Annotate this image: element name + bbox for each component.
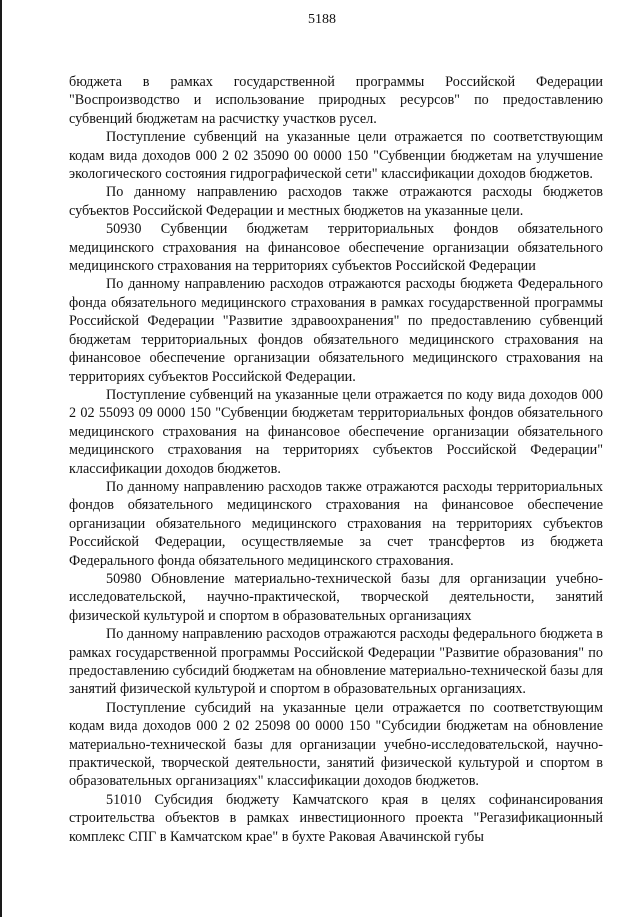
paragraph: По данному направлению расходов также отражаются расходы бюджетов субъектов Российской Федерации и местных бюджетов на указанные цели.	[69, 184, 603, 219]
paragraph: По данному направлению расходов отражаются расходы бюджета Федерального фонда обязательного медицинского страхования в рамках государственной программы Российской Федерации "Развитие здравоохранения" по предоставлению субвенций бюджетам территориальных фондов обязательного медицинского страхования на финансовое обеспечение организации обязательного медицинского страхования на территориях субъектов Российской Федерации.	[69, 276, 603, 385]
paragraph: Поступление субвенций на указанные цели отражается по коду вида доходов 000 2 02 55093 09 0000 150 "Субвенции бюджетам территориальных фондов обязательного медицинского страхования на финансовое обеспечение организации обязательного медицинского страхования на территориях субъектов Российской Федерации" классификации доходов бюджетов.	[69, 386, 603, 477]
section-heading-50930: 50930 Субвенции бюджетам территориальных фондов обязательного медицинского страхования на финансовое обеспечение организации обязательного медицинского страхования на территориях субъектов Российской Федерации	[69, 221, 603, 275]
section-heading-50980: 50980 Обновление материально-технической базы для организации учебно-исследовательской, научно-практической, творческой деятельности, занятий физической культурой и спортом в образовательных организациях	[69, 570, 603, 624]
paragraph: Поступление субвенций на указанные цели отражается по соответствующим кодам вида доходов 000 2 02 35090 00 0000 150 "Субвенции бюджетам на улучшение экологического состояния гидрографической сети" классификации доходов бюджетов.	[69, 129, 603, 183]
document-body	[69, 73, 603, 846]
paragraph: По данному направлению расходов отражаются расходы федерального бюджета в рамках государственной программы Российской Федерации "Развитие образования" по предоставлению субсидий бюджетам на обновление материально-технической базы для занятий физической культурой и спортом в образовательных организациях.	[69, 626, 603, 698]
paragraph: По данному направлению расходов также отражаются расходы территориальных фондов обязательного медицинского страхования на финансовое обеспечение организации обязательного медицинского страхования на территориях субъектов Российской Федерации, осуществляемые за счет трансфертов из бюджета Федерального фонда обязательного медицинского страхования.	[69, 478, 603, 569]
paragraph: бюджета в рамках государственной программы Российской Федерации "Воспроизводство и использование природных ресурсов" по предоставлению субвенций бюджетам на расчистку участков русел.	[69, 74, 603, 127]
paragraph: Поступление субсидий на указанные цели отражается по соответствующим кодам вида доходов 000 2 02 25098 00 0000 150 "Субсидии бюджетам на обновление материально-технической базы для организации учебно-исследовательской, научно-практической, творческой деятельности, занятий физической культурой и спортом в образовательных организациях" классификации доходов бюджетов.	[69, 699, 603, 790]
section-heading-51010: 51010 Субсидия бюджету Камчатского края в целях софинансирования строительства объектов в рамках инвестиционного проекта "Регазификационный комплекс СПГ в Камчатском крае" в бухте Раковая Авачинской губы	[69, 791, 603, 845]
page-number: 5188	[308, 12, 336, 27]
